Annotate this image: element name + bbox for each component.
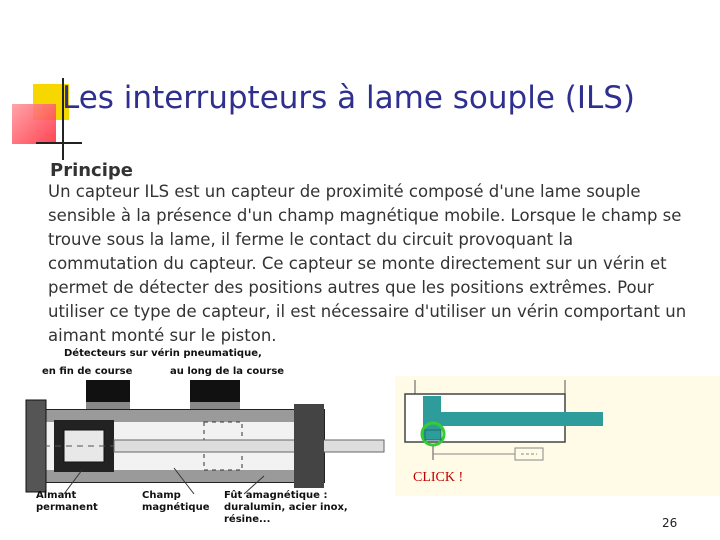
label-barrel-1: Fût amagnétique :	[224, 490, 328, 501]
click-label: CLICK !	[413, 470, 464, 485]
pneumatic-cylinder-figure	[24, 344, 394, 532]
piston-rod	[441, 412, 603, 426]
section-heading: Principe	[50, 160, 133, 181]
label-magnet-2: permanent	[36, 502, 98, 513]
sensor-along	[190, 380, 240, 402]
piston-rod	[114, 440, 384, 452]
label-along-stroke: au long de la course	[170, 366, 285, 377]
label-barrel-2: duralumin, acier inox,	[224, 502, 348, 513]
label-field-1: Champ	[142, 490, 181, 501]
label-end-of-stroke: en fin de course	[42, 366, 133, 377]
body-paragraph: Un capteur ILS est un capteur de proximité composé d'une lame souple sensible à la présence d'un champ magnétique mobile. Lorsque le champ se trouve sous la lame, il ferme le contact du circuit provoquant la commutation du capteur. Ce capteur se monte directement sur un vérin et permet de détecter des positions autres que les positions extrêmes. Pour utiliser ce type de capteur, il est nécessaire d'utiliser un vérin comportant un aimant monté sur le piston.	[48, 182, 687, 345]
slide-title: Les interrupteurs à lame souple (ILS)	[62, 80, 636, 116]
end-cap	[26, 400, 46, 492]
rod-end-flange	[294, 404, 324, 488]
page-number: 26	[662, 516, 678, 530]
label-field-2: magnétique	[142, 502, 210, 513]
decor-red-square	[12, 104, 56, 144]
decor-horizontal-line	[36, 142, 82, 144]
figure-heading: Détecteurs sur vérin pneumatique,	[64, 348, 262, 359]
label-magnet-1: Aimant	[36, 490, 77, 501]
sensor-icon	[425, 430, 441, 440]
label-barrel-3: résine...	[224, 514, 271, 525]
sensor-end	[86, 380, 130, 402]
